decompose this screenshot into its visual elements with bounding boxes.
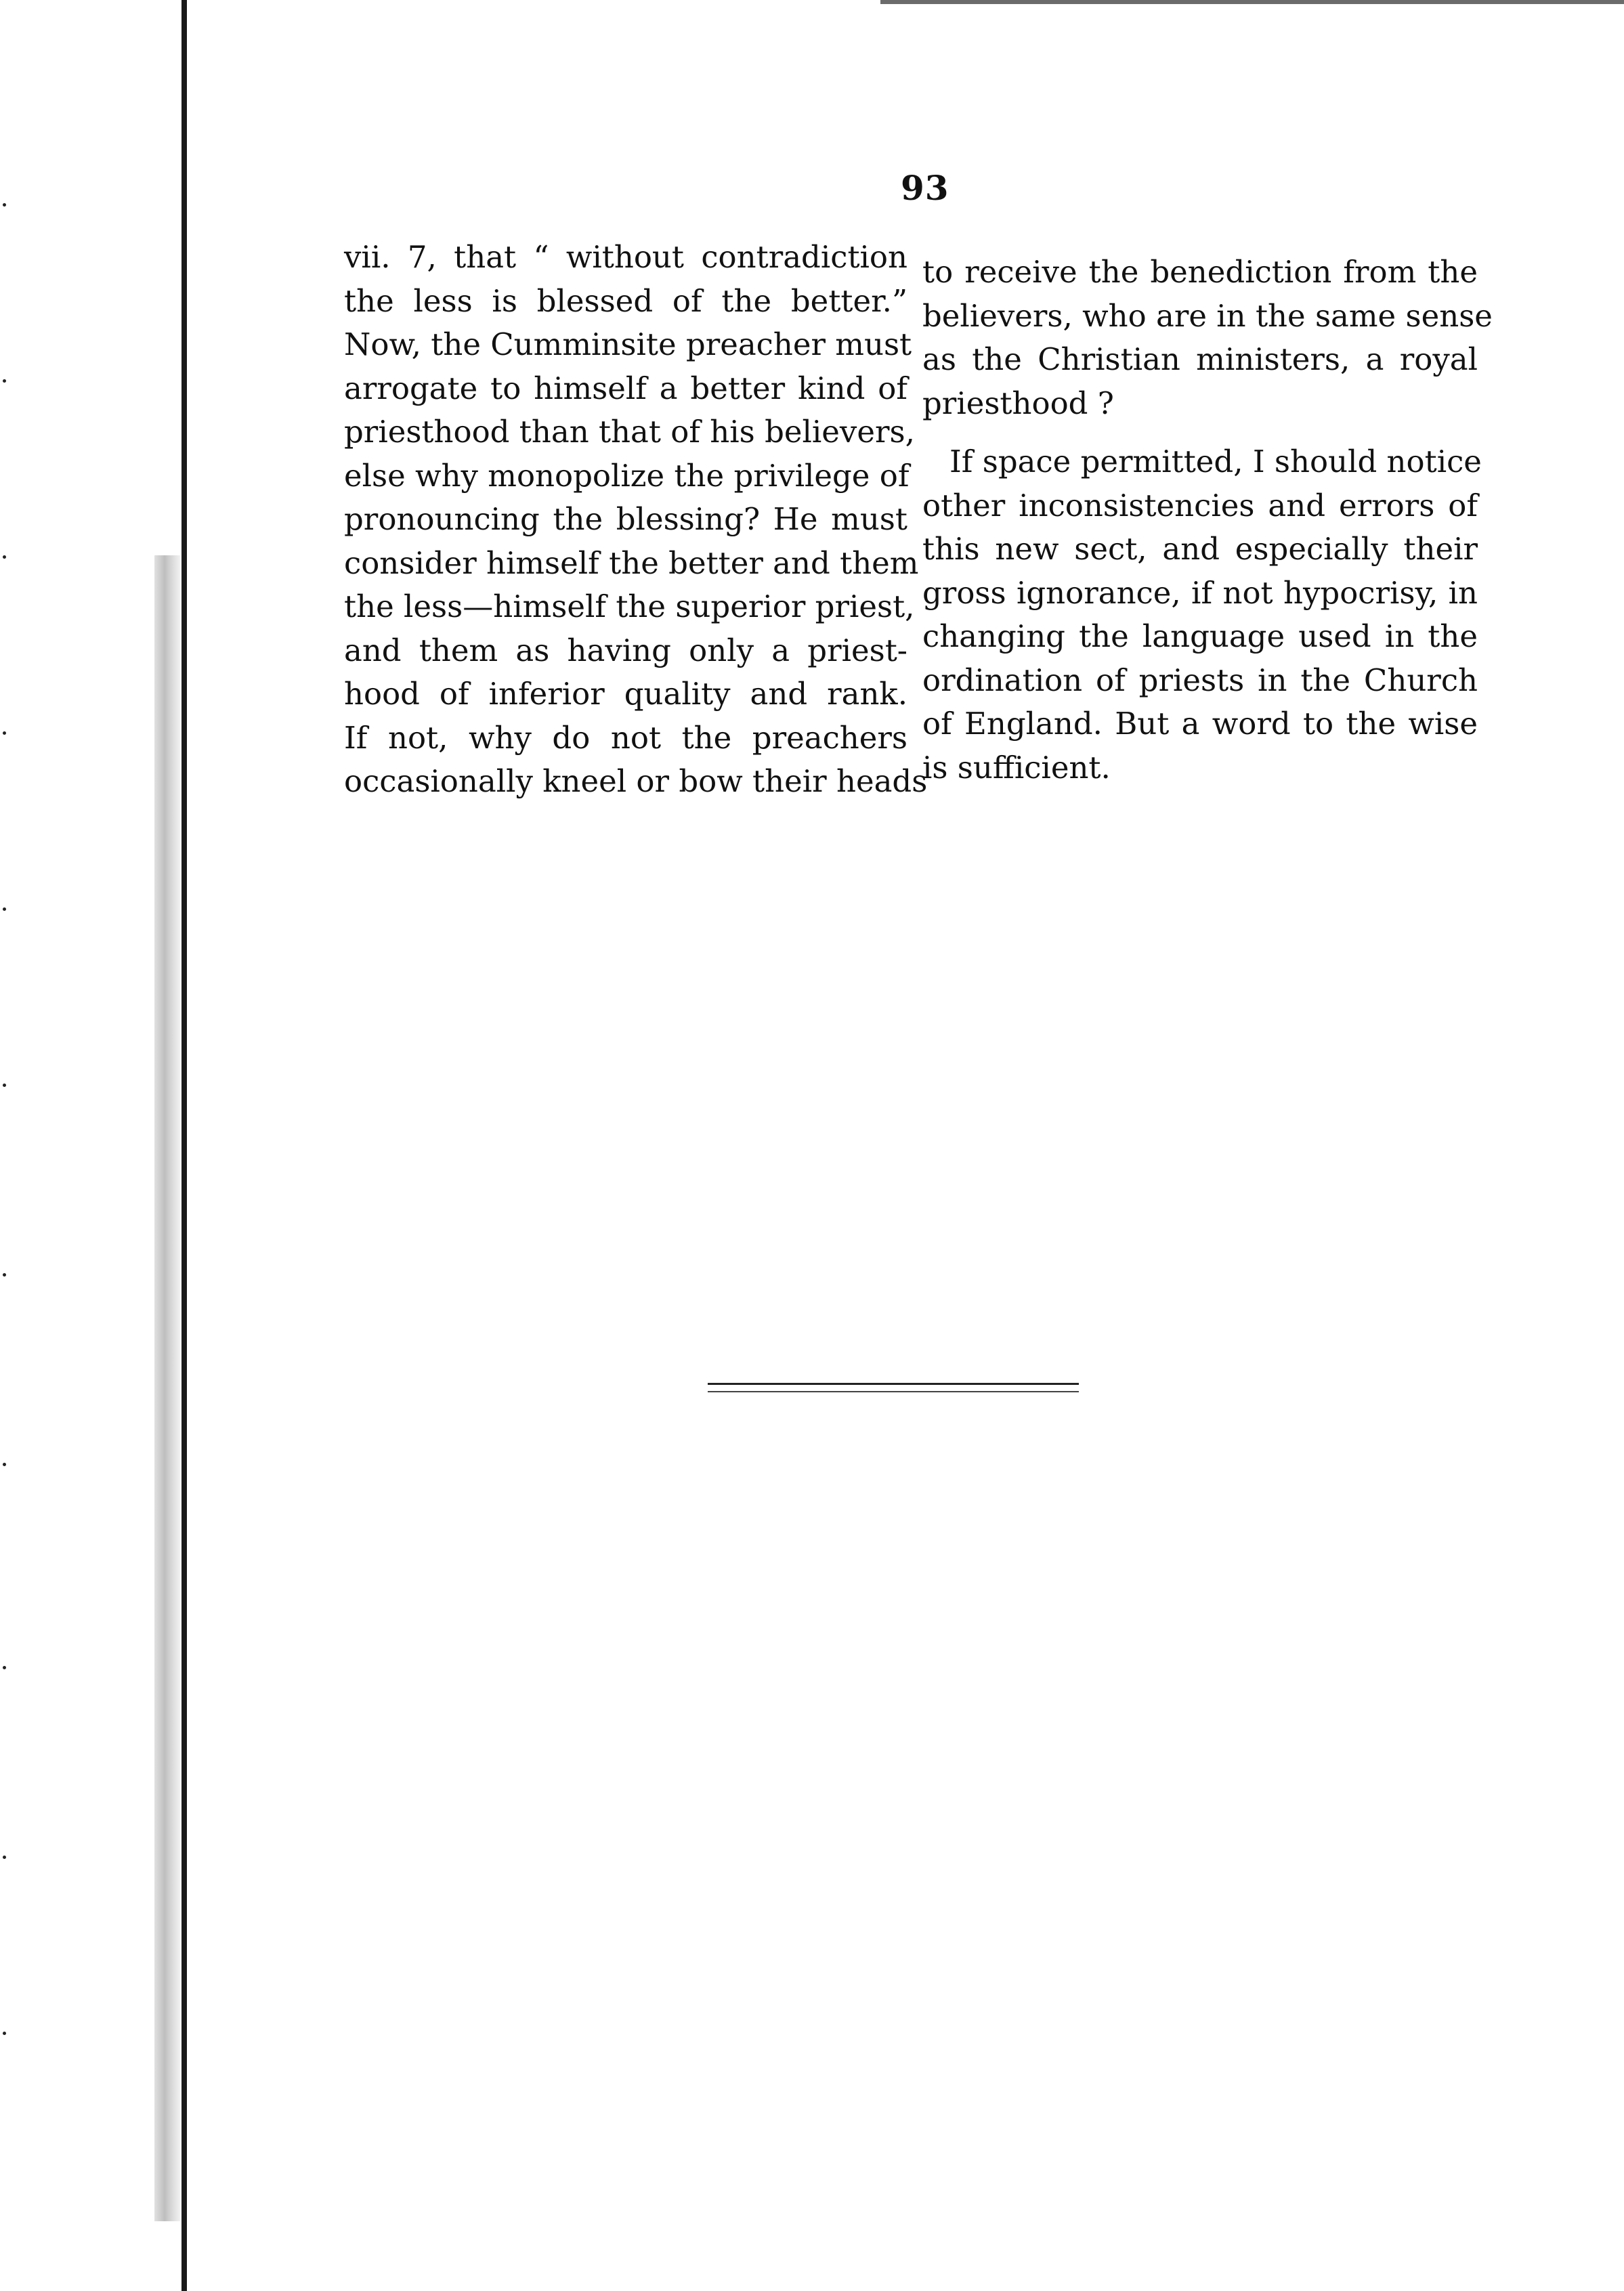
text-line: else why monopolize the privilege of	[344, 457, 910, 494]
page-number: 93	[901, 168, 949, 208]
text-line: If not, why do not the preachers	[344, 719, 907, 756]
top-edge-rule	[880, 0, 1624, 4]
paragraph-continuation	[922, 251, 1493, 425]
book-spine-shadow	[154, 555, 180, 2221]
left-text-column	[344, 236, 928, 804]
text-line: the less is blessed of the better.”	[344, 282, 907, 319]
text-line: pronouncing the blessing? He must	[344, 501, 907, 537]
text-line: If space permitted, I should notice	[949, 444, 1482, 479]
binding-edge	[181, 0, 187, 2291]
section-end-double-rule	[708, 1383, 1079, 1392]
paragraph-closing	[922, 440, 1482, 790]
text-line: consider himself the better and them	[344, 544, 919, 581]
text-line: priesthood ?	[922, 385, 1114, 421]
facing-page-edge-marks	[0, 0, 14, 2291]
text-line: ordination of priests in the Church	[922, 662, 1478, 698]
text-line: arrogate to himself a better kind of	[344, 370, 907, 406]
text-line: hood of inferior quality and rank.	[344, 676, 907, 712]
text-line: vii. 7, that “ without contradiction	[344, 239, 907, 275]
text-line: is sufficient.	[922, 749, 1111, 786]
text-line: of England. But a word to the wise	[922, 706, 1478, 742]
text-line: Now, the Cumminsite preacher must	[344, 326, 912, 362]
text-line: the less—himself the superior priest,	[344, 588, 915, 624]
text-line: to receive the benediction from the	[922, 254, 1478, 290]
text-line: priesthood than that of his believers,	[344, 414, 915, 450]
text-line: other inconsistencies and errors of	[922, 487, 1478, 523]
text-line: believers, who are in the same sense	[922, 297, 1493, 334]
right-text-column	[922, 251, 1493, 790]
text-line: changing the language used in the	[922, 618, 1478, 654]
text-line: gross ignorance, if not hypocrisy, in	[922, 574, 1478, 611]
text-line: this new sect, and especially their	[922, 531, 1478, 567]
text-line: and them as having only a priest-	[344, 632, 907, 668]
text-line: as the Christian ministers, a royal	[922, 341, 1478, 377]
text-line: occasionally kneel or bow their heads	[344, 763, 928, 799]
